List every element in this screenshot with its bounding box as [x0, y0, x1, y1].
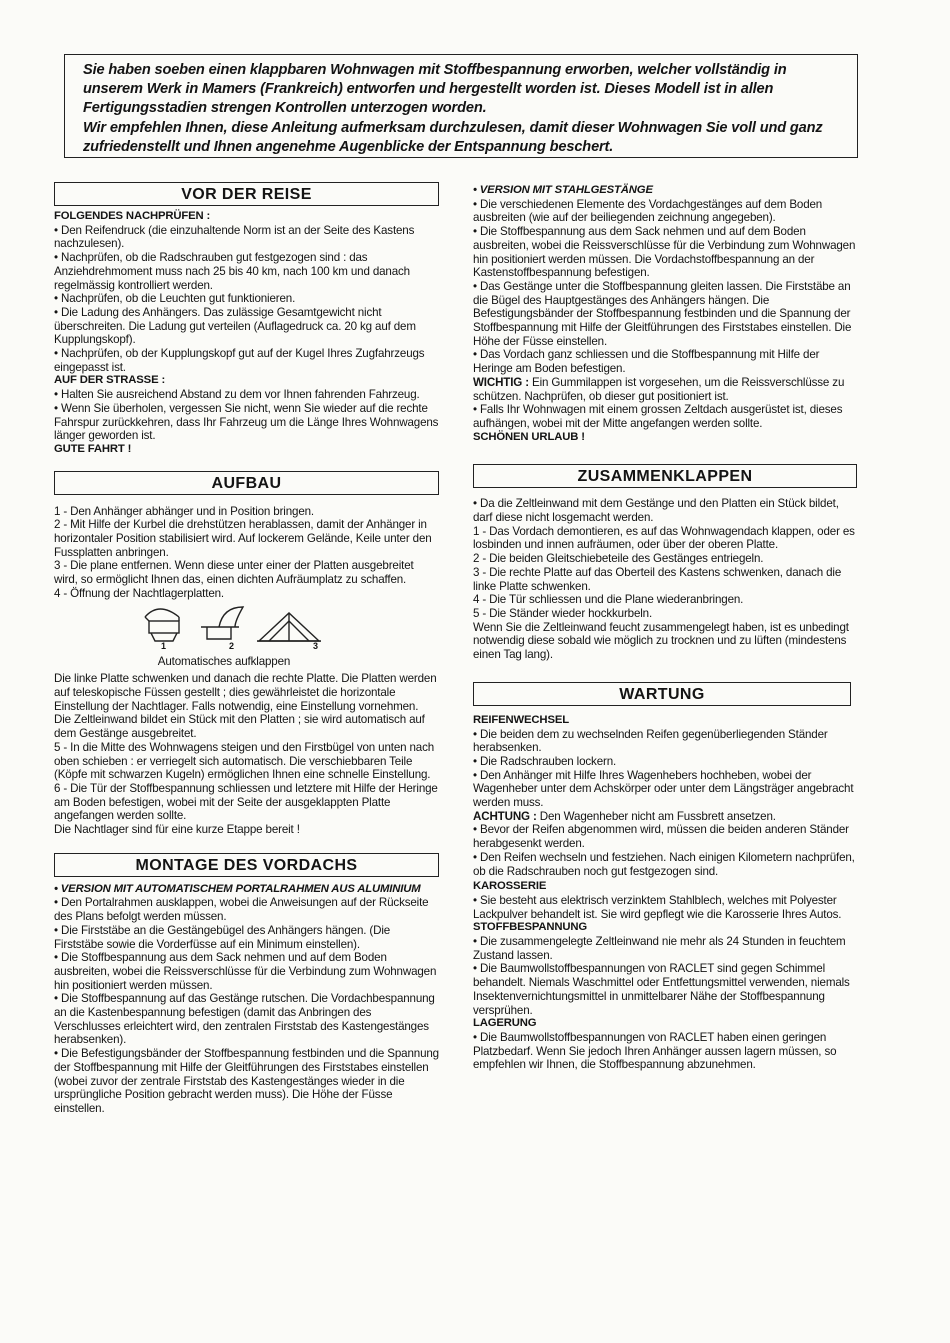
- warning-note: [473, 376, 857, 403]
- section-heading-wartung: WARTUNG: [473, 682, 851, 706]
- aufbau-text: Die Nachtlager sind für eine kurze Etappe bereit !: [54, 823, 300, 837]
- aufbau-text: Die Zeltleinwand bildet ein Stück mit den Platten ; sie wird automatisch auf dem Gestänge ausgebreitet.: [54, 713, 425, 741]
- montage-item: • Die Stoffbespannung aus dem Sack nehmen und auf dem Boden ausbreiten, wobei die Reissverschlüsse für die Verbindung zum Wohnwagen hin positioniert werden müssen. Die Vordachstoffbespannung an der Kastenstoffbespannung befestigen.: [473, 225, 856, 280]
- montage-item: • Die verschiedenen Elemente des Vordachgestänges auf dem Boden ausbreiten (wie auf der beiliegenden zeichnung angegeben).: [473, 197, 823, 225]
- fold-step: 4 - Die Tür schliessen und die Plane wiederanbringen.: [473, 593, 744, 607]
- tire-item: • Bevor der Reifen abgenommen wird, müssen die beiden anderen Ständer herabgesenkt werden.: [473, 823, 849, 851]
- montage-item: • Das Gestänge unter die Stoffbespannung gleiten lassen. Die Firststäbe an die Bügel des Hauptgestänges des Anhängers hängen. Die Befestigungsbänder der Stoffbespannung festbinden und die Spannung der Stoffbespannung mit Hilfe der Gleitführungen des Firststabes einstellen. Die Höhe der Füsse einstellen.: [473, 279, 852, 348]
- storage-heading: LAGERUNG: [473, 1017, 537, 1030]
- aufbau-step: 2 - Mit Hilfe der Kurbel die drehstützen herablassen, damit der Anhänger in horizontaler Position stabilisiert wird. Auf lockerem Gelände, Keile unter den Fussplatten anbringen.: [54, 518, 432, 559]
- closing-gute-fahrt: GUTE FAHRT !: [54, 442, 132, 455]
- caution-label: ACHTUNG :: [473, 809, 537, 823]
- montage-item: • Die Stoffbespannung aus dem Sack nehmen und auf dem Boden ausbreiten, wobei die Reissverschlüsse für die Verbindung zum Wohnwagen hin positioniert werden müssen.: [54, 951, 437, 992]
- storage-text: • Die Baumwollstoffbespannungen von RACLET haben einen geringen Platzbedarf. Wenn Sie jedoch Ihren Anhänger aussen lagern müssen, so empfehlen wir Ihnen, die Stoffbespannung abzunehmen.: [473, 1030, 837, 1072]
- intro-paragraph-2: Wir empfehlen Ihnen, diese Anleitung aufmerksam durchzulesen, damit dieser Wohnwagen Sie voll und ganz zufriedenstellt und Ihnen angenehme Augenblicke der Entspannung beschert.: [83, 119, 823, 155]
- body-heading: KAROSSERIE: [473, 880, 547, 893]
- right-column: [473, 184, 857, 1072]
- alu-version-heading: • VERSION MIT AUTOMATISCHEM PORTALRAHMEN AUS ALUMINIUM: [54, 882, 421, 895]
- closing-schoenen-urlaub: SCHÖNEN URLAUB !: [473, 430, 585, 443]
- section-heading-zusammenklappen: ZUSAMMENKLAPPEN: [473, 464, 857, 488]
- fold-step: 2 - Die beiden Gleitschiebeteile des Gestänges entriegeln.: [473, 552, 764, 566]
- intro-paragraph-1: Sie haben soeben einen klappbaren Wohnwagen mit Stoffbespannung erworben, welcher vollständig in unserem Werk in Mamers (Frankreich) entworfen und hergestellt worden ist. Dieses Modell ist in allen Fertigungsstadien strengen Kontrollen unterzogen worden.: [83, 62, 787, 117]
- left-column: [54, 182, 439, 1116]
- tire-item: • Den Anhänger mit Hilfe Ihres Wagenhebers hochheben, wobei der Wagenheber unter dem Achskörper oder unter dem Längsträger angebracht werden muss.: [473, 768, 854, 810]
- check-item: • Nachprüfen, ob die Radschrauben gut festgezogen sind : das Anziehdrehmoment muss nach 25 bis 40 km, nach 100 km und danach regelmässig kontrolliert werden.: [54, 251, 410, 292]
- fold-intro: • Da die Zeltleinwand mit dem Gestänge und den Platten ein Stück bildet, darf diese nicht losgemacht werden.: [473, 497, 839, 525]
- aufbau-step: 1 - Den Anhänger abhänger und in Position bringen.: [54, 504, 314, 518]
- check-item: • Nachprüfen, ob die Leuchten gut funktionieren.: [54, 292, 296, 306]
- fold-step: 5 - Die Ständer wieder hockkurbeln.: [473, 606, 653, 620]
- aufbau-step: 3 - Die plane entfernen. Wenn diese unter einer der Platten ausgebreitet wird, so ermöglicht Ihnen das, einen dichten Aufräumplatz zu schaffen.: [54, 559, 414, 587]
- aufbau-text: Die linke Platte schwenken und danach die rechte Platte. Die Platten werden auf teleskopische Füssen gestellt ; dies gewährleistet die horizontale Einstellung der Nachtlager. Falls notwendig, eine Einstellung vornehmen.: [54, 672, 437, 713]
- tire-item: • Den Reifen wechseln und festziehen. Nach einigen Kilometern nachprüfen, ob die Radschrauben noch gut festgezogen sind.: [473, 850, 855, 878]
- steel-version-heading: • VERSION MIT STAHLGESTÄNGE: [473, 184, 653, 196]
- street-item: • Wenn Sie überholen, vergessen Sie nicht, wenn Sie wieder auf die rechte Fahrspur zurückkehren, dass Ihr Fahrzeug um die Länge Ihres Wohnwagens länger geworden ist.: [54, 401, 439, 443]
- tire-item: • Die beiden dem zu wechselnden Reifen gegenüberliegenden Ständer herabsenken.: [473, 727, 828, 755]
- fold-note: Wenn Sie die Zeltleinwand feucht zusammengelegt haben, ist es unbedingt notwendig diese sobald wie möglich zu trocknen und zu lüften (mindestens einen Tag lang).: [473, 620, 849, 662]
- folding-diagram-icon: [139, 603, 359, 648]
- check-item: • Die Ladung des Anhängers. Das zulässige Gesamtgewicht nicht überschreiten. Die Ladung gut verteilen (Auflagedruck ca. 20 kg auf dem Kupplungskopf).: [54, 305, 416, 347]
- montage-item: • Das Vordach ganz schliessen und die Stoffbespannung mit Hilfe der Heringe am Boden befestigen.: [473, 348, 820, 376]
- fold-step: 1 - Das Vordach demontieren, es auf das Wohnwagendach klappen, oder es losbinden und innen aufräumen, oder über der oberen Platte.: [473, 524, 855, 552]
- aufbau-text: 6 - Die Tür der Stoffbespannung schliessen und letztere mit Hilfe der Heringe am Boden befestigen, wobei mit der Seite der ausgeklappten Platte angefangen werden sollte.: [54, 781, 438, 823]
- section-heading-vor-der-reise: VOR DER REISE: [54, 182, 439, 206]
- montage-item: • Die Firststäbe an die Gestängebügel des Anhängers hängen. (Die Firststäbe sowie die Vorderfüsse auf ein Minimum einstellen).: [54, 923, 391, 951]
- tire-item: • Die Radschrauben lockern.: [473, 754, 617, 768]
- fabric-item: • Die Baumwollstoffbespannungen von RACLET sind gegen Schimmel behandelt. Niemals Waschmittel oder Entfettungsmittel verwenden, niemals Insektenvernichtungsmittel in unmittelbarer Nähe der Stoffbespannung versprühen.: [473, 962, 850, 1017]
- montage-item: • Die Befestigungsbänder der Stoffbespannung festbinden und die Spannung der Stoffbespannung mit Hilfe der Gleitführungen des Firststabes einstellen (wobei zuvor der zentrale Firststab des Kastengestänges wieder in die ursprüngliche Position gebracht werden muss). Die Höhe der Füsse einstellen.: [54, 1047, 439, 1115]
- figure-number-1: 1: [161, 640, 166, 651]
- figure-number-3: 3: [313, 640, 318, 651]
- section-heading-aufbau: AUFBAU: [54, 471, 439, 495]
- montage-item: • Den Portalrahmen ausklappen, wobei die Anweisungen auf der Rückseite des Plans befolgt werden müssen.: [54, 896, 429, 924]
- figure-number-2: 2: [229, 640, 234, 651]
- caution-text: Den Wagenheber nicht am Fussbrett ansetzen.: [536, 809, 776, 823]
- figure-caption: Automatisches aufklappen: [157, 654, 291, 668]
- fabric-heading: STOFFBESPANNUNG: [473, 921, 588, 934]
- fold-step: 3 - Die rechte Platte auf das Oberteil des Kastens schwenken, danach die linke Platte schwenken.: [473, 565, 842, 593]
- street-heading: AUF DER STRASSE :: [54, 374, 166, 387]
- intro-box: [64, 54, 858, 158]
- montage-item: • Die Stoffbespannung auf das Gestänge rutschen. Die Vordachbespannung an die Kastenbespannung befestigen (damit das Anbringen des Verschlusses erleichtert wird, den zentralen Firststab des Kastengestänges herabsenken).: [54, 992, 435, 1047]
- section-heading-montage: MONTAGE DES VORDACHS: [54, 853, 439, 877]
- street-item: • Halten Sie ausreichend Abstand zu dem vor Ihnen fahrenden Fahrzeug.: [54, 388, 420, 402]
- warning-text: Ein Gummilappen ist vorgesehen, um die Reissverschlüsse zu schützen. Nachprüfen, ob dieser gut positioniert ist.: [473, 375, 845, 403]
- check-item: • Nachprüfen, ob der Kupplungskopf gut auf der Kugel Ihres Zugfahrzeugs eingepasst ist.: [54, 347, 425, 374]
- aufbau-step: 4 - Öffnung der Nachtlagerplatten.: [54, 586, 224, 600]
- check-item: • Den Reifendruck (die einzuhaltende Norm ist an der Seite des Kastens nachzulesen).: [54, 223, 415, 251]
- body-text: • Sie besteht aus elektrisch verzinktem Stahlblech, welches mit Polyester Lackpulver behandelt ist. Sie wird gepflegt wie die Karosserie Ihres Autos.: [473, 893, 842, 921]
- folding-figure: [54, 603, 439, 661]
- fabric-item: • Die zusammengelegte Zeltleinwand nie mehr als 24 Stunden in feuchtem Zustand lassen.: [473, 935, 846, 962]
- montage-item: • Falls Ihr Wohnwagen mit einem grossen Zeltdach ausgerüstet ist, dieses aufhängen, wobei mit der Mitte angefangen werden sollte.: [473, 403, 843, 430]
- aufbau-text: 5 - In die Mitte des Wohnwagens steigen und den Firstbügel von unten nach oben schieben : er verriegelt sich automatisch. Die verschiebbaren Teile (Köpfe mit schwarzen Kugeln) ermöglichen Ihnen eine schnelle Einstellung.: [54, 740, 435, 782]
- caution-note: [473, 810, 857, 824]
- warning-label: WICHTIG :: [473, 375, 529, 389]
- check-heading: FOLGENDES NACHPRÜFEN :: [54, 210, 211, 222]
- tire-heading: REIFENWECHSEL: [473, 713, 569, 726]
